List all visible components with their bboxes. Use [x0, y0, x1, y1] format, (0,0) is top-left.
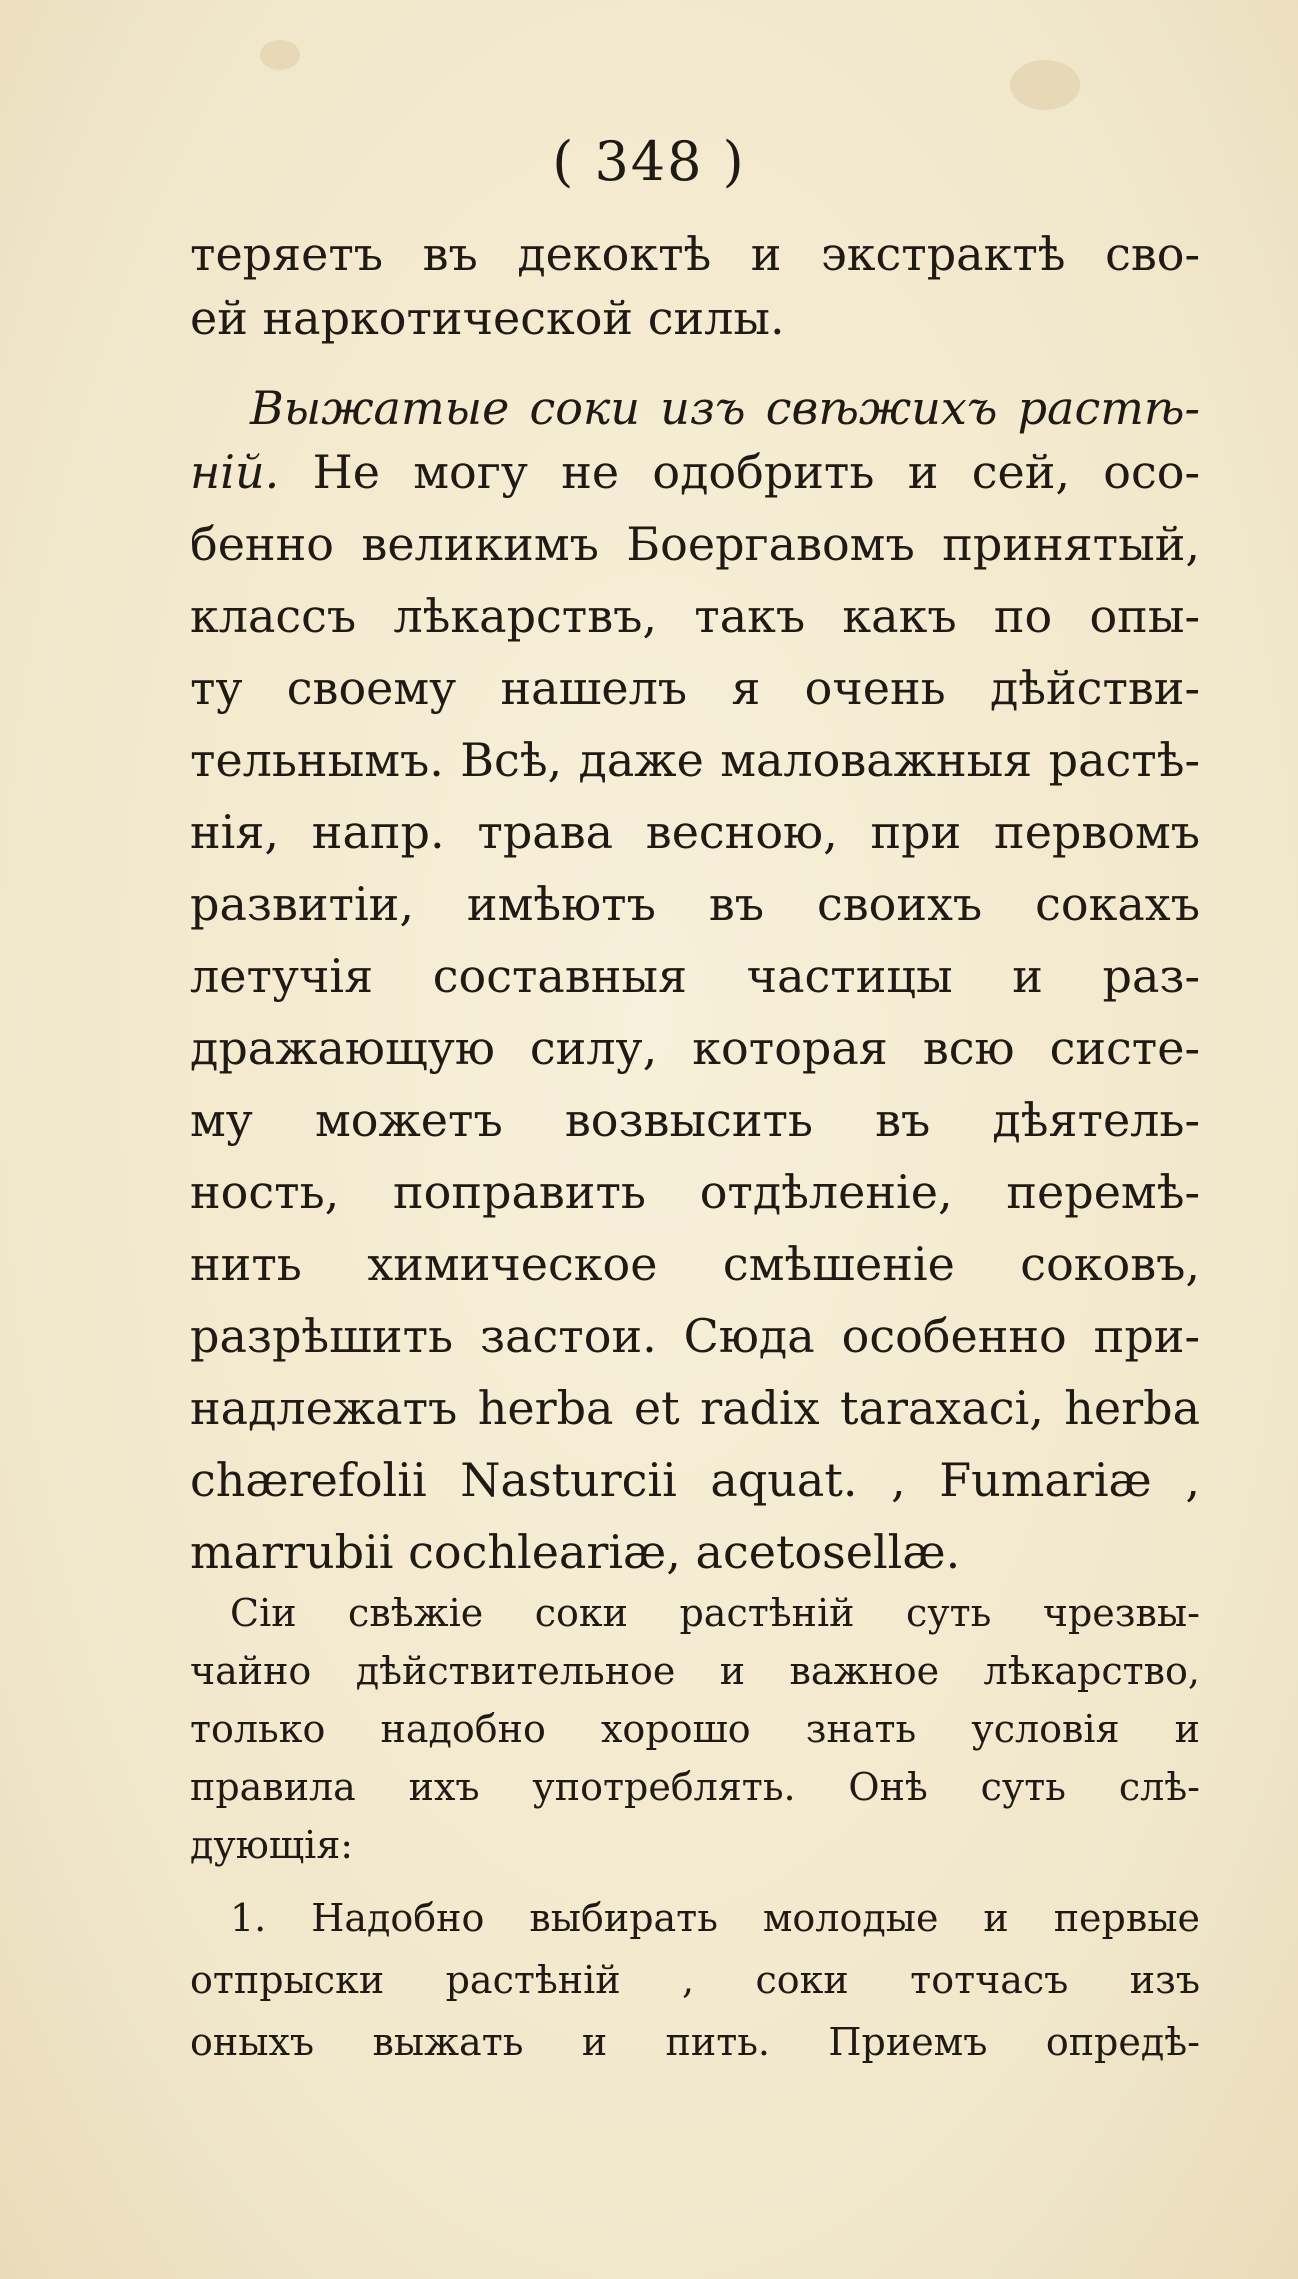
text-line: летучiя составныя частицы и раз- [190, 949, 1200, 1003]
page-number: ( 348 ) [552, 130, 746, 193]
text-line: теряетъ въ декоктѣ и экстрактѣ сво- [190, 227, 1200, 281]
text-line: только надобно хорошо знать условiя и [190, 1707, 1200, 1751]
paper-stain [260, 40, 300, 70]
text-line: му можетъ возвысить въ дѣятель- [190, 1093, 1200, 1147]
text-line: нiя, напр. трава весною, при первомъ [190, 805, 1200, 859]
text-line: ту своему нашелъ я очень дѣйстви- [190, 661, 1200, 715]
text-line: развитiи, имѣютъ въ своихъ сокахъ [190, 877, 1200, 931]
text-line: marrubii cochleariæ, acetosellæ. [190, 1525, 961, 1579]
section-heading: Выжатые соки изъ свѣжихъ растѣ- [250, 381, 1200, 435]
text-line: тельнымъ. Всѣ, даже маловажныя растѣ- [190, 733, 1200, 787]
text-line: дражающую силу, которая всю систе- [190, 1021, 1200, 1075]
section-heading-end: нiй. [190, 445, 280, 499]
text-line: Сiи свѣжiе соки растѣнiй суть чрезвы- [230, 1591, 1200, 1635]
text-line: бенно великимъ Боергавомъ принятый, [190, 517, 1200, 571]
text-line: ность, поправить отдѣленiе, перемѣ- [190, 1165, 1200, 1219]
text-line: правила ихъ употреблять. Онѣ суть слѣ- [190, 1765, 1200, 1809]
paper-stain [1010, 60, 1080, 110]
text-fragment: Не могу не одобрить и сей, осо- [312, 445, 1201, 499]
text-line: чайно дѣйствительное и важное лѣкарство, [190, 1649, 1200, 1693]
text-line: классъ лѣкарствъ, такъ какъ по опы- [190, 589, 1200, 643]
text-line: дующiя: [190, 1823, 354, 1867]
text-line: 1. Надобно выбирать молодые и первые [230, 1896, 1200, 1940]
text-line: надлежатъ herba et radix taraxaci, herba [190, 1381, 1200, 1435]
text-line: оныхъ выжать и пить. Приемъ опредѣ- [190, 2020, 1200, 2064]
text-line: ей наркотической силы. [190, 291, 785, 345]
text-line: нить химическое смѣшенiе соковъ, [190, 1237, 1200, 1291]
text-line: отпрыски растѣнiй , соки тотчасъ изъ [190, 1958, 1200, 2002]
text-line [190, 440, 1200, 504]
text-line: разрѣшить застои. Сюда особенно при- [190, 1309, 1200, 1363]
text-line: chærefolii Nasturcii aquat. , Fumariæ , [190, 1453, 1200, 1507]
